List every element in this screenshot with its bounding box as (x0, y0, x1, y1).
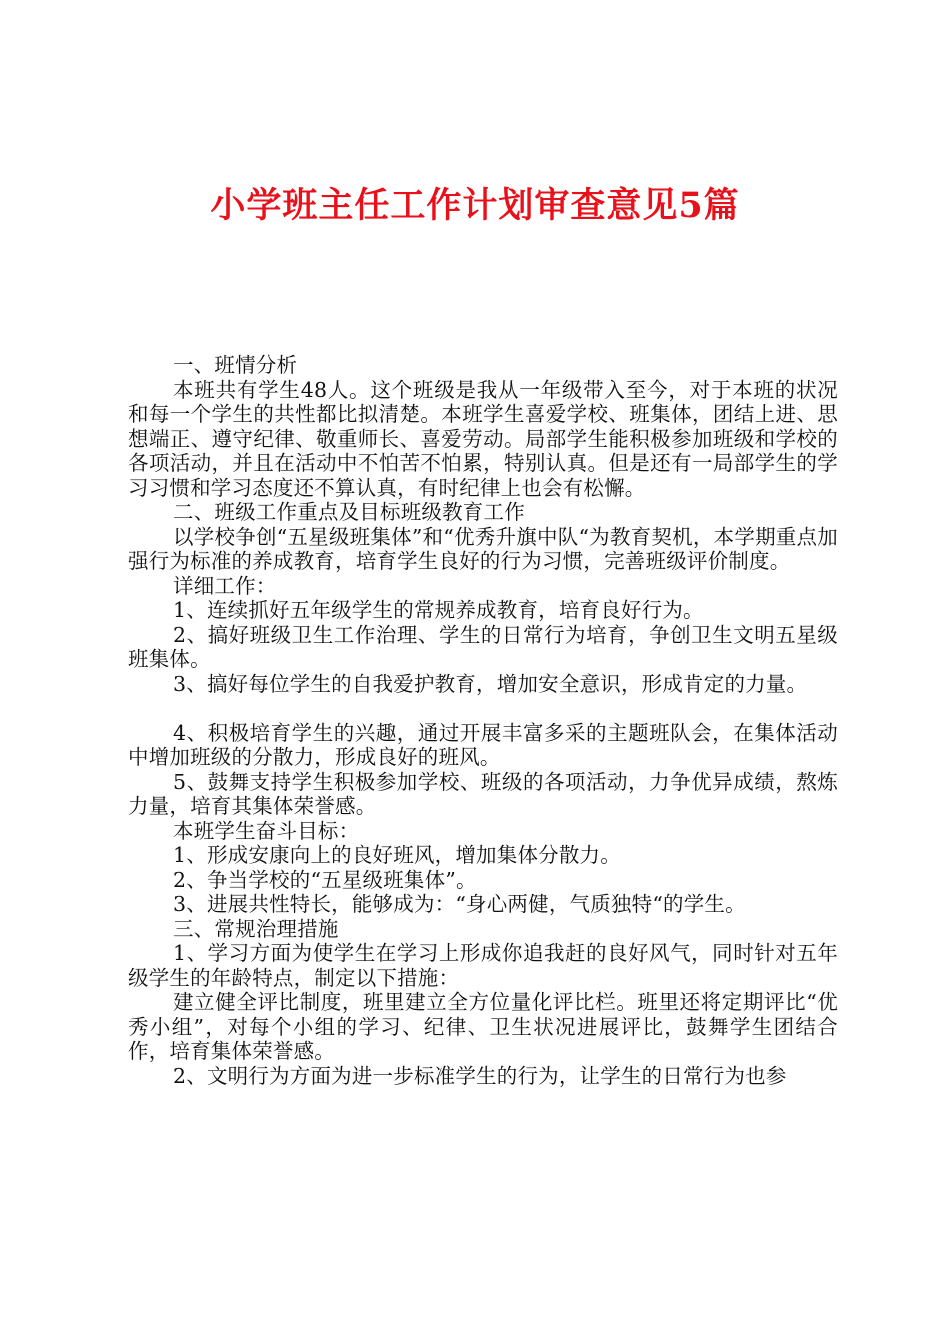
list-item-measure-2: 2、文明行为方面为进一步标准学生的行为，让学生的日常行为也参 (173, 1063, 787, 1088)
subheading-detailed-work: 详细工作： (173, 573, 277, 598)
section-heading-work-focus: 二、班级工作重点及目标班级教育工作 (173, 500, 525, 524)
subheading-student-goals: 本班学生奋斗目标： (173, 818, 360, 843)
paragraph-evaluation-system: 建立健全评比制度，班里建立全方位量化评比栏。班里还将定期评比“优秀小组”，对每个小组的学习、纪律、卫生状况进展评比，鼓舞学生团结合作，培育集体荣誉感。 (128, 990, 838, 1063)
list-item-goal-2: 2、争当学校的“五星级班集体”。 (173, 867, 477, 892)
list-item-work-1: 1、连续抓好五年级学生的常规养成教育，培育良好行为。 (173, 598, 704, 622)
list-item-work-4: 4、积极培育学生的兴趣，通过开展丰富多采的主题班队会，在集体活动中增加班级的分散力，形成良好的班风。 (128, 720, 838, 769)
list-item-measure-1: 1、学习方面为使学生在学习上形成你追我赶的良好风气，同时针对五年级学生的年龄特点，制定以下措施： (128, 941, 838, 990)
paragraph-class-analysis: 本班共有学生48人。这个班级是我从一年级带入至今，对于本班的状况和每一个学生的共性都比拟清楚。本班学生喜爱学校、班集体，团结上进、思想端正、遵守纪律、敬重师长、喜爱劳动。局部学生能积极参加班级和学校的各项活动，并且在活动中不怕苦不怕累，特别认真。但是还有一局部学生的学习习惯和学习态度还不算认真，有时纪律上也会有松懈。 (128, 377, 838, 500)
list-item-work-3: 3、搞好每位学生的自我爱护教育，增加安全意识，形成肯定的力量。 (173, 671, 808, 696)
list-item-goal-3: 3、进展共性特长，能够成为：“身心两健，气质独特“的学生。 (173, 892, 746, 916)
list-item-work-2: 2、搞好班级卫生工作治理、学生的日常行为培育，争创卫生文明五星级班集体。 (128, 622, 838, 671)
document-body (128, 353, 838, 1088)
paragraph-work-focus: 以学校争创“五星级班集体”和“优秀升旗中队“为教育契机，本学期重点加强行为标准的养成教育，培育学生良好的行为习惯，完善班级评价制度。 (128, 524, 838, 573)
list-item-goal-1: 1、形成安康向上的良好班风，增加集体分散力。 (173, 843, 621, 867)
document-title: 小学班主任工作计划审查意见5篇 (210, 185, 740, 226)
section-heading-class-analysis: 一、班情分析 (173, 353, 298, 377)
section-heading-routine-measures: 三、常规治理措施 (173, 916, 339, 941)
list-item-work-5: 5、鼓舞支持学生积极参加学校、班级的各项活动，力争优异成绩，熬炼力量，培育其集体荣誉感。 (128, 769, 838, 818)
